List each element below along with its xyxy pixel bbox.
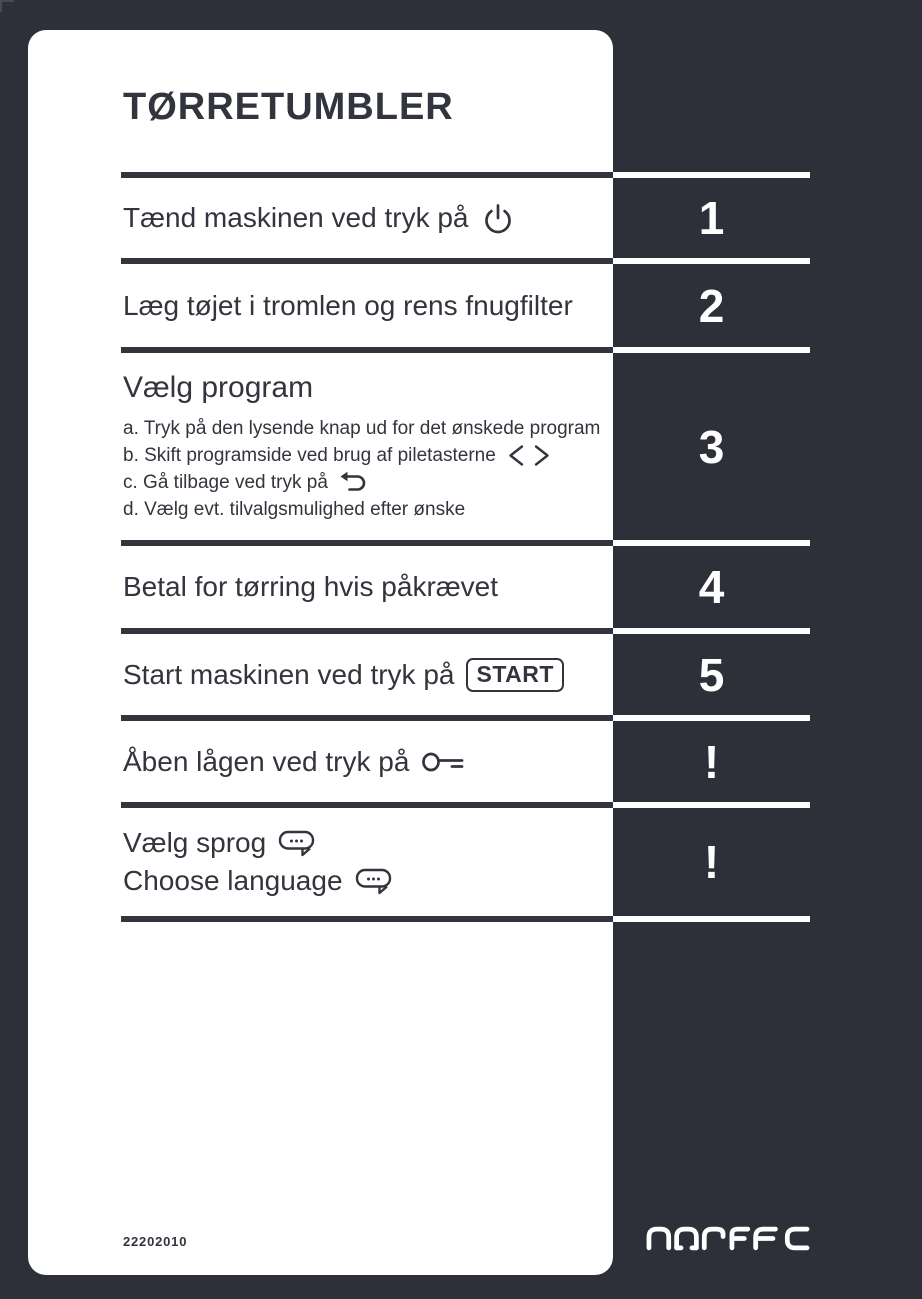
speech-bubble-icon: [355, 867, 393, 895]
key-icon: [421, 748, 466, 776]
step-text: Tænd maskinen ved tryk på: [123, 202, 469, 233]
note-choose-language: [123, 808, 613, 916]
document-number: 22202010: [123, 1234, 188, 1249]
step-text: Choose language: [123, 865, 343, 896]
chevron-arrows-icon: [506, 444, 552, 467]
back-arrow-icon: [338, 471, 368, 493]
language-line-english: [123, 865, 613, 897]
step-number-badge: 1: [698, 192, 725, 244]
substep-c: [123, 469, 613, 496]
step-heading: Vælg program: [123, 370, 314, 404]
language-line-danish: [123, 827, 613, 859]
warning-badge: !: [703, 836, 720, 888]
nortec-logo: [645, 1224, 811, 1252]
step-text: Åben lågen ved tryk på: [123, 745, 410, 777]
step-pay: [123, 546, 603, 628]
substep-b: [123, 442, 613, 469]
power-icon: [481, 201, 515, 236]
substep-text: b. Skift programside ved brug af piletasterne: [123, 444, 496, 466]
substep-text: c. Gå tilbage ved tryk på: [123, 471, 328, 493]
step-choose-program: [123, 353, 613, 540]
step-text: Betal for tørring hvis påkrævet: [123, 571, 499, 602]
page-title: TØRRETUMBLER: [123, 86, 454, 128]
substep-a: [123, 415, 613, 442]
step-load-drum: [123, 264, 603, 347]
start-button-depiction: START: [466, 658, 563, 692]
step-number-badge: 3: [698, 420, 725, 473]
warning-badge: !: [703, 735, 720, 788]
step-text: Vælg sprog: [123, 827, 267, 858]
substep-text: d. Vælg evt. tilvalgsmulighed efter ønske: [123, 498, 466, 520]
corner-crop-mark: [0, 0, 14, 12]
step-text: Læg tøjet i tromlen og rens fnugfilter: [123, 289, 573, 321]
substep-d: [123, 496, 613, 523]
step-number-badge: 5: [698, 648, 725, 701]
step-number-badge: 4: [698, 561, 725, 613]
step-text: Start maskinen ved tryk på: [123, 658, 455, 690]
substep-text: a. Tryk på den lysende knap ud for det ønskede program: [123, 417, 601, 439]
note-open-door: [123, 721, 603, 802]
step-number-badge: 2: [698, 279, 725, 332]
step-start-machine: [123, 634, 603, 715]
step-power-on: [123, 178, 603, 258]
speech-bubble-icon: [278, 829, 316, 857]
separator-line: [121, 916, 810, 922]
